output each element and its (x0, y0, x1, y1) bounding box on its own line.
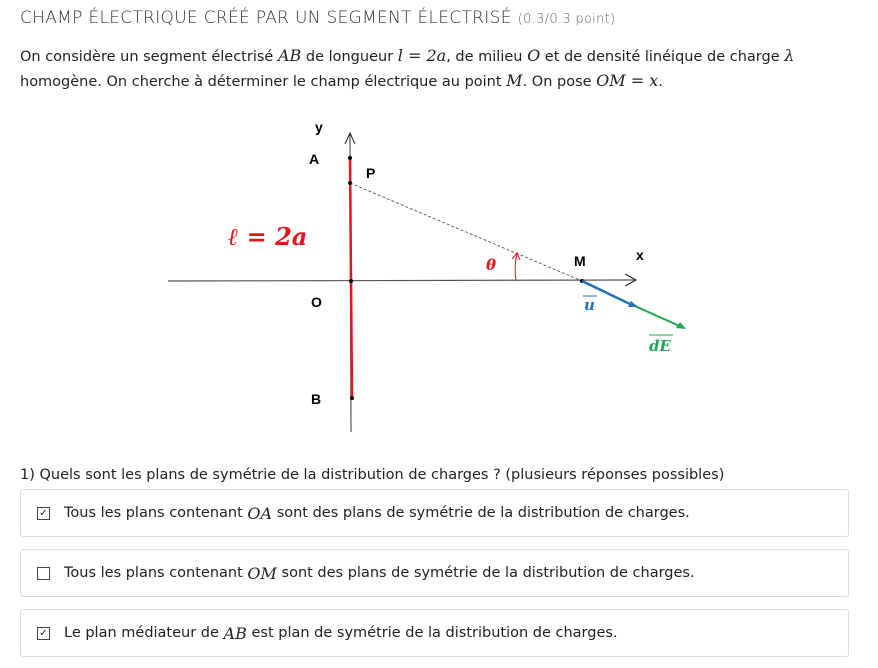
option-3[interactable] (20, 609, 849, 657)
points: (0.3/0.3 point) (517, 12, 616, 27)
t: est plan de symétrie de la distribution de charges. (251, 625, 618, 641)
t: On considère un segment électrisé (20, 49, 278, 65)
t: Tous les plans contenant (64, 565, 243, 581)
math: OA (247, 503, 273, 523)
t: , de milieu (446, 49, 528, 65)
de-label: dE (649, 337, 671, 355)
t: Le plan médiateur de (64, 625, 219, 641)
t: de longueur (301, 49, 398, 65)
t: . (658, 74, 663, 90)
label-y: y (315, 119, 323, 135)
math: OM (247, 563, 277, 583)
length-label: ℓ = 2a (228, 222, 308, 251)
t: et de densité linéique de charge (540, 49, 785, 65)
checkbox-checked[interactable]: ✓ (37, 627, 50, 640)
t: homogène. On cherche à déterminer le champ électrique au point (20, 74, 507, 90)
checkbox-unchecked[interactable] (37, 567, 50, 580)
t: sont des plans de symétrie de la distribution de charges. (276, 505, 690, 521)
math: O (527, 46, 541, 65)
label-o: O (311, 294, 322, 310)
t: sont des plans de symétrie de la distribution de charges. (281, 565, 695, 581)
line-pm (350, 183, 582, 281)
de-vector (635, 306, 684, 328)
point-a (348, 156, 352, 160)
math: OM = x (596, 71, 659, 90)
point-o (349, 279, 353, 283)
option-1[interactable] (20, 489, 849, 537)
point-b (350, 396, 354, 400)
label-b: B (311, 391, 322, 407)
option-2[interactable] (20, 549, 849, 597)
question-text: 1) Quels sont les plans de symétrie de la distribution de charges ? (plusieurs réponses possibles) (20, 467, 725, 483)
theta-arc (515, 253, 517, 281)
math: M (506, 71, 523, 90)
point-p (348, 181, 352, 185)
math: λ (784, 46, 795, 65)
math: AB (277, 46, 302, 65)
label-m: M (574, 253, 586, 269)
label-a: A (309, 151, 320, 167)
t: . On pose (522, 74, 597, 90)
x-axis (168, 280, 636, 281)
u-label: u (584, 296, 595, 314)
u-arrowhead (628, 301, 638, 307)
theta-label: θ (486, 256, 497, 274)
label-x: x (636, 247, 644, 263)
math: l = 2a (397, 46, 447, 65)
t: Tous les plans contenant (64, 505, 243, 521)
label-p: P (366, 165, 376, 181)
math: AB (223, 623, 247, 643)
title-text: CHAMP ÉLECTRIQUE CRÉÉ PAR UN SEGMENT ÉLECTRISÉ (20, 8, 512, 28)
checkbox-checked[interactable]: ✓ (37, 507, 50, 520)
